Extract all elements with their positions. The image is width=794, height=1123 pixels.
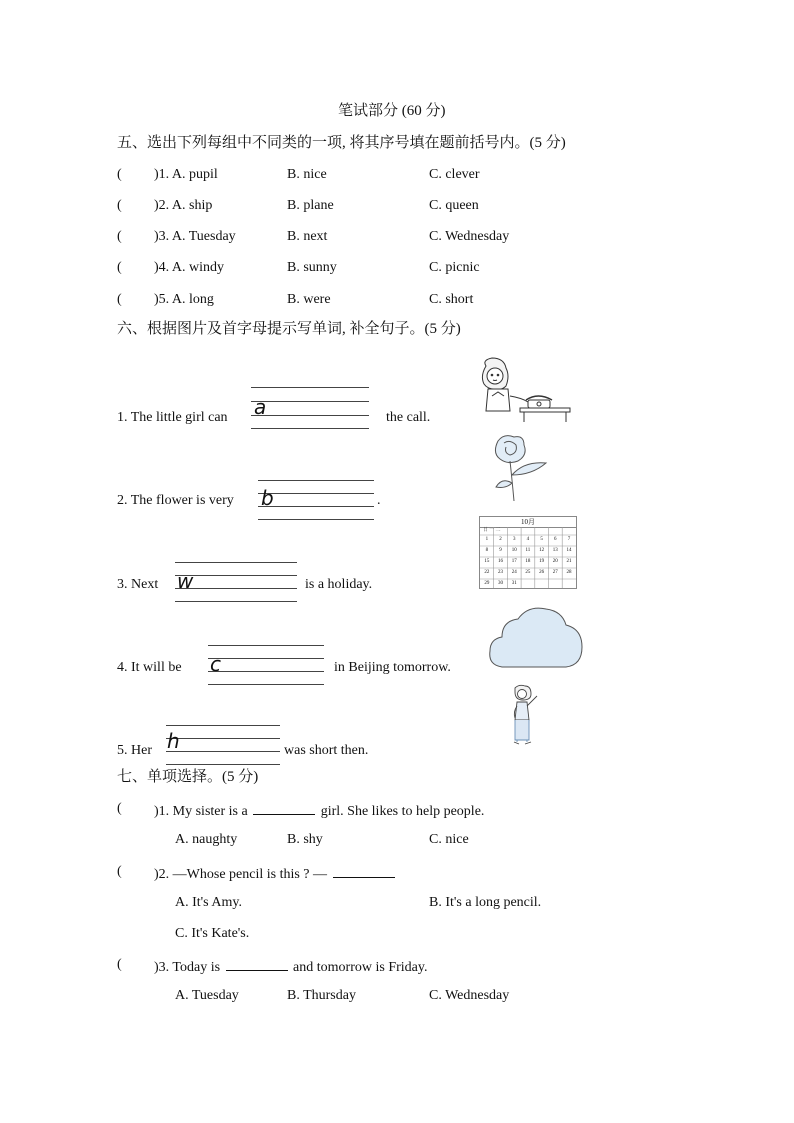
- question-text: [154, 958, 427, 975]
- answer-bracket[interactable]: (: [117, 167, 122, 182]
- question-option-a: )3. A. Tuesday: [154, 229, 236, 244]
- option-c: C. nice: [429, 832, 469, 847]
- answer-bracket[interactable]: (: [117, 957, 122, 972]
- sentence-suffix: in Beijing tomorrow.: [334, 660, 451, 675]
- question-option-a: )1. A. pupil: [154, 167, 218, 182]
- calendar-header: 10月: [480, 517, 576, 528]
- question-option-b: B. plane: [287, 198, 334, 213]
- sentence-prefix: 2. The flower is very: [117, 493, 234, 508]
- question-option-a: )2. A. ship: [154, 198, 213, 213]
- sentence-suffix: .: [377, 493, 381, 508]
- section-5-heading: 五、选出下列每组中不同类的一项, 将其序号填在题前括号内。(5 分): [117, 135, 566, 151]
- calendar-row: 1 2 3 4 5 6 7: [485, 537, 571, 542]
- option-b: B. shy: [287, 832, 323, 847]
- question-prefix: )2. —Whose pencil is this ? —: [154, 867, 328, 882]
- question-option-b: B. were: [287, 292, 331, 307]
- answer-bracket[interactable]: (: [117, 229, 122, 244]
- question-option-c: C. picnic: [429, 260, 480, 275]
- sentence-suffix: was short then.: [284, 743, 369, 758]
- question-prefix: )3. Today is: [154, 960, 221, 975]
- question-option-a: )4. A. windy: [154, 260, 224, 275]
- answer-blank[interactable]: [253, 802, 315, 815]
- question-text: [154, 865, 397, 882]
- girl-phone-illustration: [452, 356, 574, 426]
- calendar-row: 15 16 17 18 19 20 21: [484, 559, 572, 564]
- question-prefix: )1. My sister is a: [154, 804, 248, 819]
- question-suffix: and tomorrow is Friday.: [293, 960, 428, 975]
- answer-bracket[interactable]: (: [117, 198, 122, 213]
- hint-letter: b: [261, 486, 274, 510]
- option-c: C. It's Kate's.: [175, 926, 250, 941]
- sentence-prefix: 1. The little girl can: [117, 410, 228, 425]
- question-option-c: C. clever: [429, 167, 480, 182]
- answer-bracket[interactable]: (: [117, 801, 122, 816]
- option-a: A. Tuesday: [175, 988, 239, 1003]
- hint-letter: h: [167, 729, 180, 753]
- question-suffix: girl. She likes to help people.: [320, 804, 485, 819]
- four-line-writing-field[interactable]: [175, 562, 297, 602]
- four-line-writing-field[interactable]: [258, 480, 374, 520]
- question-option-b: B. nice: [287, 167, 327, 182]
- sentence-prefix: 5. Her: [117, 743, 152, 758]
- option-b: B. It's a long pencil.: [429, 895, 542, 910]
- sentence-prefix: 4. It will be: [117, 660, 182, 675]
- question-option-b: B. sunny: [287, 260, 337, 275]
- hint-letter: c: [210, 652, 221, 676]
- hint-letter: a: [254, 395, 267, 419]
- question-text: [154, 802, 484, 819]
- option-b: B. Thursday: [287, 988, 356, 1003]
- answer-blank[interactable]: [226, 958, 288, 971]
- question-option-c: C. Wednesday: [429, 229, 510, 244]
- option-a: A. naughty: [175, 832, 238, 847]
- four-line-writing-field[interactable]: [166, 725, 280, 765]
- calendar-row: 8 9 10 11 12 13 14: [485, 548, 572, 553]
- calendar-illustration: [479, 516, 577, 589]
- sentence-prefix: 3. Next: [117, 577, 159, 592]
- option-a: A. It's Amy.: [175, 895, 242, 910]
- question-option-a: )5. A. long: [154, 292, 214, 307]
- answer-bracket[interactable]: (: [117, 864, 122, 879]
- answer-blank[interactable]: [333, 865, 395, 878]
- answer-bracket[interactable]: (: [117, 260, 122, 275]
- flower-illustration: [484, 431, 554, 503]
- four-line-writing-field[interactable]: [208, 645, 324, 685]
- calendar-row: 29 30 31: [484, 581, 517, 586]
- option-c: C. Wednesday: [429, 988, 510, 1003]
- calendar-row: 22 23 24 25 26 27 28: [484, 570, 572, 575]
- question-option-c: C. queen: [429, 198, 479, 213]
- section-6-heading: 六、根据图片及首字母提示写单词, 补全句子。(5 分): [117, 321, 461, 337]
- question-option-c: C. short: [429, 292, 474, 307]
- page-title: 笔试部分 (60 分): [338, 103, 446, 119]
- cloud-illustration: [488, 603, 584, 671]
- calendar-weekdays: 日 一 二: [483, 528, 501, 533]
- answer-bracket[interactable]: (: [117, 292, 122, 307]
- four-line-writing-field[interactable]: [251, 387, 369, 429]
- hint-letter: w: [177, 569, 194, 593]
- question-option-b: B. next: [287, 229, 328, 244]
- sentence-suffix: the call.: [386, 410, 431, 425]
- girl-short-hair-illustration: [505, 684, 545, 754]
- sentence-suffix: is a holiday.: [305, 577, 373, 592]
- section-7-heading: 七、单项选择。(5 分): [117, 769, 259, 785]
